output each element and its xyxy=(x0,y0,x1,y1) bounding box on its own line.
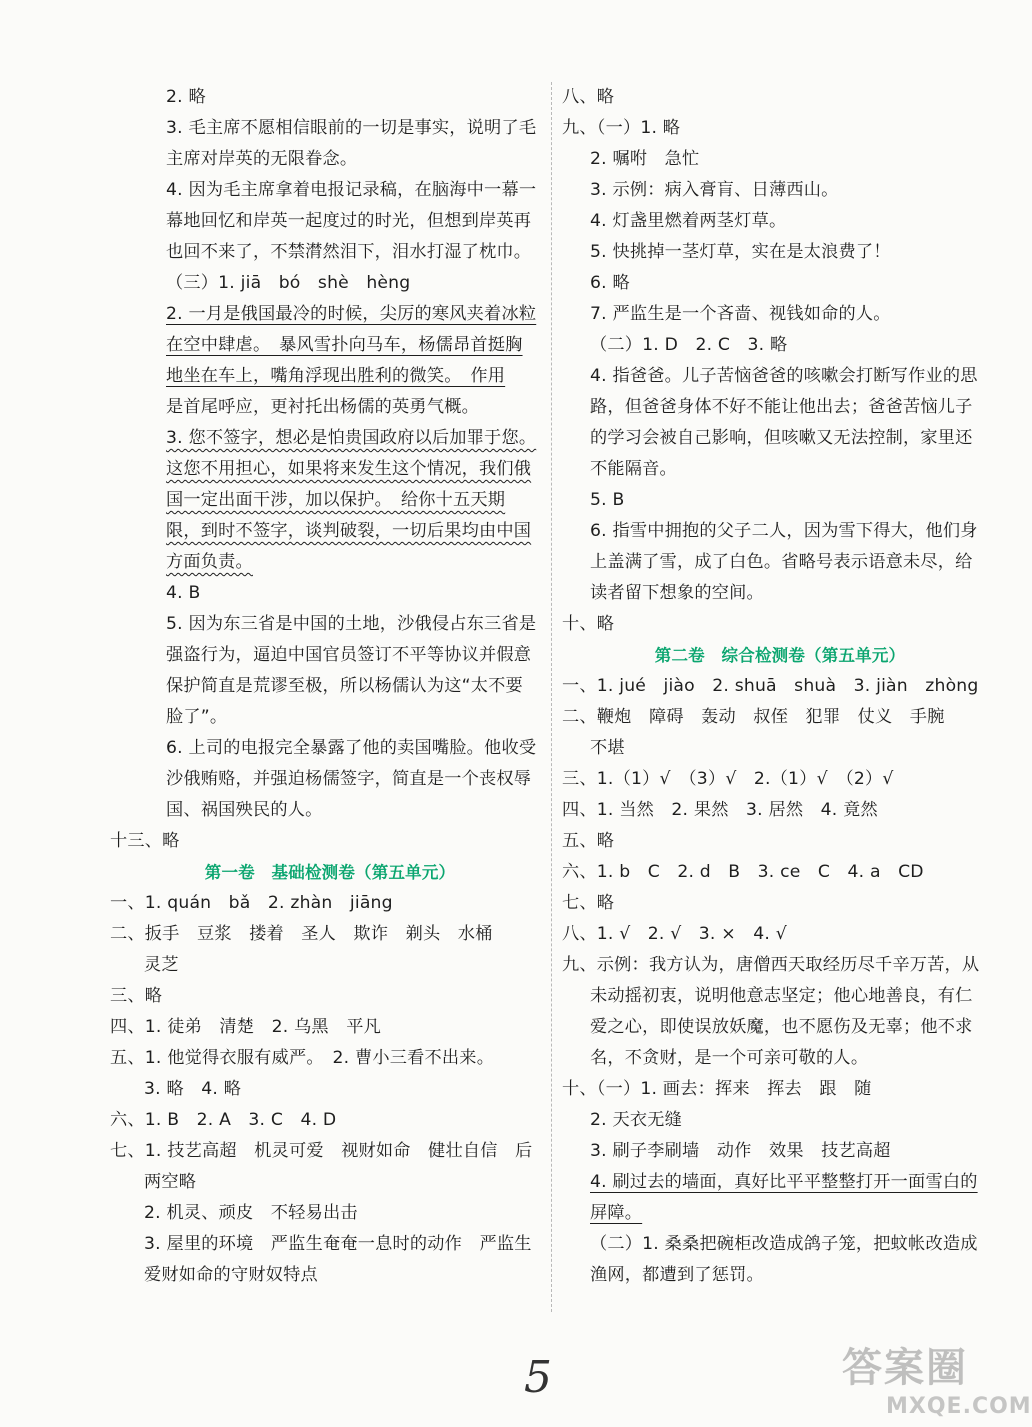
answer-text: 7. 严监生是一个吝啬、视钱如命的人。 xyxy=(590,304,891,324)
answer-text: 幕地回忆和岸英一起度过的时光，但想到岸英再 xyxy=(166,211,532,231)
left-answer-column xyxy=(110,82,550,1291)
left-answer-line xyxy=(110,113,550,144)
answer-text: （二）1. D 2. C 3. 略 xyxy=(590,335,788,355)
right-answer-line xyxy=(562,144,998,175)
right-answer-line xyxy=(562,268,998,299)
watermark-title: 答案圈 xyxy=(842,1345,968,1391)
left-answer-line xyxy=(110,206,550,237)
left-answer-line xyxy=(110,423,550,454)
left-answer-line xyxy=(110,1043,550,1074)
right-answer-line xyxy=(562,671,998,702)
right-answer-line xyxy=(562,609,998,640)
answer-text: 4. 因为毛主席拿着电报记录稿，在脑海中一幕一 xyxy=(166,180,537,200)
right-answer-line xyxy=(562,1136,998,1167)
answer-text: 6. 略 xyxy=(590,273,630,293)
answer-text: 二、扳手 豆浆 搂着 圣人 欺诈 剃头 水桶 xyxy=(110,924,493,944)
left-answer-line xyxy=(110,671,550,702)
answer-text: 3. 示例：病入膏肓、日薄西山。 xyxy=(590,180,839,200)
watermark-subtitle: MXQE.COM xyxy=(886,1394,1032,1419)
answer-text: 九、示例：我方认为，唐僧西天取经历尽千辛万苦，从 xyxy=(562,955,980,975)
right-answer-line xyxy=(562,764,998,795)
right-answer-line xyxy=(562,1074,998,1105)
answer-text: 5. 快挑掉一茎灯草，实在是太浪费了！ xyxy=(590,242,891,262)
left-answer-line xyxy=(110,950,550,981)
right-answer-line xyxy=(562,1229,998,1260)
right-answer-line xyxy=(562,361,998,392)
left-answer-line xyxy=(110,1074,550,1105)
answer-text: 脸了”。 xyxy=(166,707,228,727)
answer-text: 十、（一）1. 画去：挥来 挥去 跟 随 xyxy=(562,1079,872,1099)
left-answer-line xyxy=(110,1260,550,1291)
answer-text: 五、略 xyxy=(562,831,615,851)
answer-text: 6. 指雪中拥抱的父子二人，因为雪下得大，他们身 xyxy=(590,521,978,541)
right-answer-line xyxy=(562,485,998,516)
answer-text: 3. 您不签字，想必是怕贵国政府以后加罪于您。 xyxy=(166,428,537,448)
left-answer-line xyxy=(110,175,550,206)
left-answer-line xyxy=(110,330,550,361)
left-answer-line xyxy=(110,1229,550,1260)
right-answer-line xyxy=(562,1043,998,1074)
answer-text: 4. 灯盏里燃着两茎灯草。 xyxy=(590,211,787,231)
right-answer-line xyxy=(562,237,998,268)
page-number: 5 xyxy=(524,1352,552,1403)
answer-text: 不能隔音。 xyxy=(590,459,677,479)
answer-text: 3. 刷子李刷墙 动作 效果 技艺高超 xyxy=(590,1141,891,1161)
left-answer-line xyxy=(110,702,550,733)
column-divider xyxy=(551,82,552,1312)
right-answer-line xyxy=(562,423,998,454)
answer-text: 渔网，都遭到了惩罚。 xyxy=(590,1265,764,1285)
left-answer-line xyxy=(110,640,550,671)
right-answer-line xyxy=(562,175,998,206)
answer-text: 八、1. √ 2. √ 3. × 4. √ xyxy=(562,924,787,944)
left-answer-line xyxy=(110,82,550,113)
right-answer-line xyxy=(562,113,998,144)
answer-text: 保护简直是荒谬至极，所以杨儒认为这“太不要 xyxy=(166,676,523,696)
right-answer-line xyxy=(562,919,998,950)
answer-text: 2. 略 xyxy=(166,87,206,107)
left-answer-line xyxy=(110,268,550,299)
answer-text: 十、略 xyxy=(562,614,615,634)
right-answer-column xyxy=(562,82,998,1291)
left-answer-line xyxy=(110,485,550,516)
right-answer-line xyxy=(562,981,998,1012)
answer-text: 主席对岸英的无限眷念。 xyxy=(166,149,358,169)
left-answer-line xyxy=(110,516,550,547)
right-answer-line xyxy=(562,206,998,237)
left-answer-line xyxy=(110,1105,550,1136)
answer-text: 地坐在车上，嘴角浮现出胜利的微笑。 作用 xyxy=(166,366,506,386)
right-answer-line xyxy=(562,82,998,113)
right-answer-line xyxy=(562,330,998,361)
answer-text: 4. 指爸爸。儿子苦恼爸爸的咳嗽会打断写作业的思 xyxy=(590,366,978,386)
answer-text: 不堪 xyxy=(590,738,625,758)
answer-text: 爱之心，即使误放妖魔，也不愿伤及无辜；他不求 xyxy=(590,1017,973,1037)
answer-text: 2. 一月是俄国最冷的时候，尖厉的寒风夹着冰粒 xyxy=(166,304,537,324)
right-answer-line xyxy=(562,857,998,888)
answer-text: 五、1. 他觉得衣服有威严。 2. 曹小三看不出来。 xyxy=(110,1048,495,1068)
left-answer-line xyxy=(110,237,550,268)
left-answer-line xyxy=(110,733,550,764)
left-answer-line xyxy=(110,578,550,609)
answer-text: 读者留下想象的空间。 xyxy=(590,583,764,603)
answer-text: 上盖满了雪，成了白色。省略号表示语意未尽，给 xyxy=(590,552,973,572)
right-answer-line xyxy=(562,795,998,826)
left-answer-line xyxy=(110,547,550,578)
left-answer-line xyxy=(110,764,550,795)
left-answer-line xyxy=(110,361,550,392)
answer-text: 六、1. b C 2. d B 3. ce C 4. a CD xyxy=(562,862,924,882)
watermark-logo xyxy=(842,1330,1032,1426)
answer-text: 第二卷 综合检测卷（第五单元） xyxy=(654,646,906,665)
answer-text: 2. 机灵、顽皮 不轻易出击 xyxy=(144,1203,358,1223)
answer-text: 沙俄贿赂，并强迫杨儒签字，简直是一个丧权辱 xyxy=(166,769,532,789)
answer-text: 七、1. 技艺高超 机灵可爱 视财如命 健壮自信 后 xyxy=(110,1141,533,1161)
answer-text: 强盗行为，逼迫中国官员签订不平等协议并假意 xyxy=(166,645,532,665)
answer-text: 6. 上司的电报完全暴露了他的卖国嘴脸。他收受 xyxy=(166,738,537,758)
right-answer-line xyxy=(562,1260,998,1291)
answer-text: 路，但爸爸身体不好不能让他出去；爸爸苦恼儿子 xyxy=(590,397,973,417)
left-answer-line xyxy=(110,1198,550,1229)
right-answer-line xyxy=(562,299,998,330)
answer-text: 3. 屋里的环境 严监生奄奄一息时的动作 严监生 xyxy=(144,1234,532,1254)
right-answer-line xyxy=(562,733,998,764)
answer-text: 二、鞭炮 障碍 轰动 叔侄 犯罪 仗义 手腕 xyxy=(562,707,945,727)
answer-text: 三、1.（1）√ （3）√ 2.（1）√ （2）√ xyxy=(562,769,894,789)
answer-text: 限，到时不签字，谈判破裂，一切后果均由中国 xyxy=(166,521,532,541)
left-answer-line xyxy=(110,1012,550,1043)
answer-text: 一、1. jué jiào 2. shuā shuà 3. jiàn zhòng xyxy=(562,676,979,696)
answer-text: 4. 刷过去的墙面，真好比平平整整打开一面雪白的 xyxy=(590,1172,978,1192)
answer-text: 5. 因为东三省是中国的土地，沙俄侵占东三省是 xyxy=(166,614,537,634)
answer-text: 一、1. quán bǎ 2. zhàn jiāng xyxy=(110,893,393,913)
answer-text: 的学习会被自己影响，但咳嗽又无法控制，家里还 xyxy=(590,428,973,448)
right-answer-line xyxy=(562,516,998,547)
right-answer-line xyxy=(562,950,998,981)
left-answer-line xyxy=(110,795,550,826)
answer-text: 这您不用担心，如果将来发生这个情况，我们俄 xyxy=(166,459,532,479)
answer-text: 名，不贪财，是一个可亲可敬的人。 xyxy=(590,1048,869,1068)
right-answer-line xyxy=(562,1105,998,1136)
left-answer-line xyxy=(110,981,550,1012)
answer-text: 九、（一）1. 略 xyxy=(562,118,681,138)
answer-text: 屏障。 xyxy=(590,1203,643,1223)
left-answer-line xyxy=(110,1167,550,1198)
answer-text: 国一定出面干涉，加以保护。 给你十五天期 xyxy=(166,490,506,510)
answer-text: 七、略 xyxy=(562,893,615,913)
answer-text: 4. B xyxy=(166,583,201,603)
answer-text: 爱财如命的守财奴特点 xyxy=(144,1265,318,1285)
answer-text: 两空略 xyxy=(144,1172,197,1192)
answer-text: 2. 嘱咐 急忙 xyxy=(590,149,700,169)
right-answer-line xyxy=(562,454,998,485)
right-answer-line xyxy=(562,1198,998,1229)
left-answer-line xyxy=(110,454,550,485)
left-answer-line xyxy=(110,609,550,640)
answer-text: 八、略 xyxy=(562,87,615,107)
answer-text: 国、祸国殃民的人。 xyxy=(166,800,323,820)
right-section-heading xyxy=(562,640,998,671)
answer-text: 四、1. 徒弟 清楚 2. 乌黑 平凡 xyxy=(110,1017,381,1037)
left-answer-line xyxy=(110,144,550,175)
answer-text: 未动摇初衷，说明他意志坚定；他心地善良，有仁 xyxy=(590,986,973,1006)
answer-text: 第一卷 基础检测卷（第五单元） xyxy=(204,863,456,882)
right-answer-line xyxy=(562,826,998,857)
left-answer-line xyxy=(110,1136,550,1167)
answer-text: 是首尾呼应，更衬托出杨儒的英勇气概。 xyxy=(166,397,479,417)
answer-text: 3. 略 4. 略 xyxy=(144,1079,242,1099)
answer-text: 方面负责。 xyxy=(166,552,253,572)
left-section-heading xyxy=(110,857,550,888)
right-answer-line xyxy=(562,578,998,609)
right-answer-line xyxy=(562,1167,998,1198)
answer-text: （二）1. 桑桑把碗柜改造成鸽子笼，把蚊帐改造成 xyxy=(590,1234,978,1254)
answer-text: 3. 毛主席不愿相信眼前的一切是事实，说明了毛 xyxy=(166,118,537,138)
answer-text: 在空中肆虐。 暴风雪扑向马车，杨儒昂首挺胸 xyxy=(166,335,523,355)
right-answer-line xyxy=(562,1012,998,1043)
left-answer-line xyxy=(110,392,550,423)
left-answer-line xyxy=(110,888,550,919)
answer-text: 十三、略 xyxy=(110,831,180,851)
answer-text: （三）1. jiā bó shè hèng xyxy=(166,273,411,293)
right-answer-line xyxy=(562,547,998,578)
left-answer-line xyxy=(110,919,550,950)
left-answer-line xyxy=(110,299,550,330)
answer-text: 5. B xyxy=(590,490,625,510)
right-answer-line xyxy=(562,888,998,919)
answer-text: 灵芝 xyxy=(144,955,179,975)
answer-text: 2. 天衣无缝 xyxy=(590,1110,683,1130)
answer-text: 三、略 xyxy=(110,986,163,1006)
left-answer-line xyxy=(110,826,550,857)
answer-text: 六、1. B 2. A 3. C 4. D xyxy=(110,1110,337,1130)
right-answer-line xyxy=(562,392,998,423)
right-answer-line xyxy=(562,702,998,733)
answer-text: 四、1. 当然 2. 果然 3. 居然 4. 竟然 xyxy=(562,800,878,820)
answer-text: 也回不来了，不禁潸然泪下，泪水打湿了枕巾。 xyxy=(166,242,532,262)
